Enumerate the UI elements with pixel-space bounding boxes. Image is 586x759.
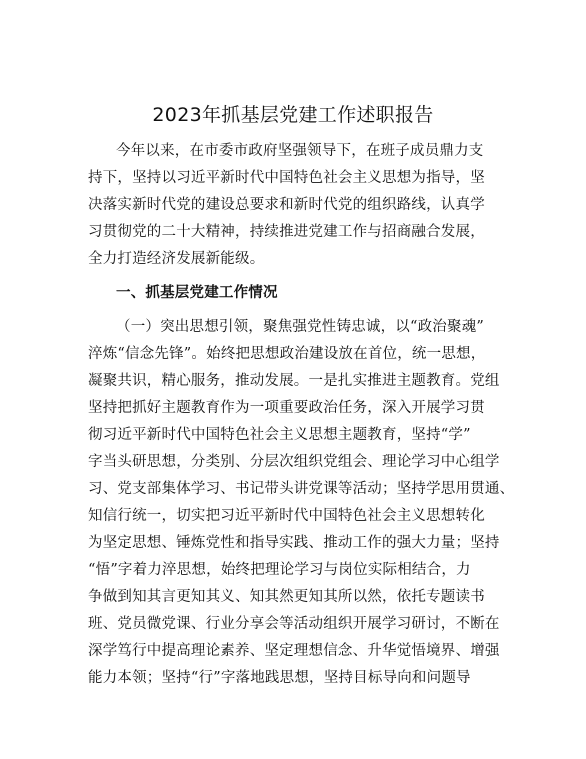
intro-line-2: 持下，坚持以习近平新时代中国特色社会主义思想为指导，坚 <box>88 170 485 186</box>
intro-line-3: 决落实新时代党的建设总要求和新时代党的组织路线，认真学 <box>88 197 485 213</box>
body-line-5: 彻习近平新时代中国特色社会主义思想主题教育，坚持“学” <box>88 427 471 443</box>
body-line-10: “悟”字着力淬思想，始终把理论学习与岗位实际相结合，力 <box>88 562 471 578</box>
body-line-1: （一）突出思想引领，聚焦强党性铸忠诚，以“政治聚魂” <box>116 319 485 335</box>
body-line-11: 争做到知其言更知其义、知其然更知其所以然，依托专题读书 <box>88 589 485 605</box>
section-heading: 一、抓基层党建工作情况 <box>116 285 278 301</box>
body-line-9: 为坚定思想、锤炼党性和指导实践、推动工作的强大力量；坚持 <box>88 535 500 551</box>
body-line-12: 班、党员微党课、行业分享会等活动组织开展学习研讨，不断在 <box>88 616 500 632</box>
body-line-2: 淬炼“信念先锋”。始终把思想政治建设放在首位，统一思想， <box>88 346 486 362</box>
body-line-6: 字当头研思想，分类别、分层次组织党组会、理论学习中心组学 <box>88 454 500 470</box>
intro-line-1: 今年以来，在市委市政府坚强领导下，在班子成员鼎力支 <box>116 143 484 159</box>
body-line-7: 习、党支部集体学习、书记带头讲党课等活动；坚持学思用贯通、 <box>88 481 515 497</box>
intro-line-5: 全力打造经济发展新能级。 <box>88 251 265 267</box>
intro-line-4: 习贯彻党的二十大精神，持续推进党建工作与招商融合发展， <box>88 224 485 240</box>
body-line-3: 凝聚共识，精心服务，推动发展。一是扎实推进主题教育。党组 <box>88 373 500 389</box>
body-line-13: 深学笃行中提高理论素养、坚定理想信念、升华觉悟境界、增强 <box>88 643 500 659</box>
body-line-14: 能力本领；坚持“行”字落地践思想，坚持目标导向和问题导 <box>88 670 471 686</box>
body-line-4: 坚持把抓好主题教育作为一项重要政治任务，深入开展学习贯 <box>88 400 485 416</box>
document-title: 2023年抓基层党建工作述职报告 <box>152 104 434 126</box>
body-line-8: 知信行统一，切实把习近平新时代中国特色社会主义思想转化 <box>88 508 485 524</box>
